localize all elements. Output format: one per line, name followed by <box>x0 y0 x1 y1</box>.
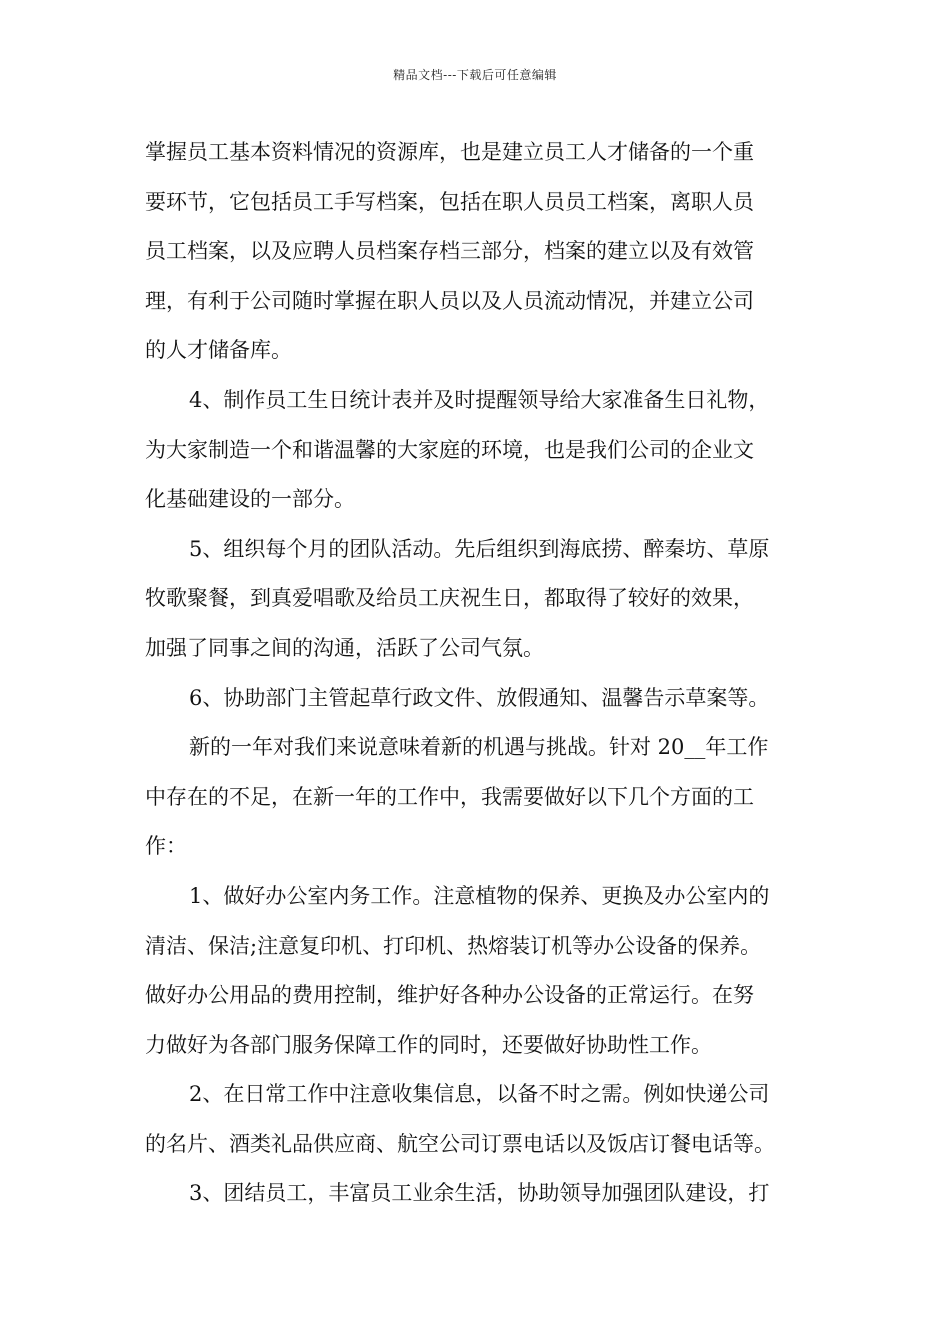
text-line: 的人才储备库。 <box>145 338 292 363</box>
text-line: 作： <box>145 834 187 859</box>
text-line: 6、协助部门主管起草行政文件、放假通知、温馨告示草案等。 <box>189 685 770 710</box>
text-line: 加强了同事之间的沟通，活跃了公司气氛。 <box>145 635 544 660</box>
text-line: 4、制作员工生日统计表并及时提醒领导给大家准备生日礼物， <box>189 387 770 412</box>
text-line: 化基础建设的一部分。 <box>145 487 355 512</box>
text-line: 1、做好办公室内务工作。注意植物的保养、更换及办公室内的 <box>189 883 770 908</box>
text-line: 掌握员工基本资料情况的资源库，也是建立员工人才储备的一个重 <box>145 140 754 164</box>
text-line: 员工档案，以及应聘人员档案存档三部分，档案的建立以及有效管 <box>145 239 754 264</box>
text-line: 2、在日常工作中注意收集信息，以备不时之需。例如快递公司 <box>189 1082 770 1107</box>
text-line: 清洁、保洁;注意复印机、打印机、热熔装订机等办公设备的保养。 <box>145 933 762 958</box>
text-line: 牧歌聚餐，到真爱唱歌及给员工庆祝生日，都取得了较好的效果， <box>145 586 754 611</box>
page-header: 精品文档---下载后可任意编辑 <box>393 68 557 82</box>
text-line: 3、团结员工，丰富员工业余生活，协助领导加强团队建设，打 <box>189 1181 770 1206</box>
document-body <box>145 128 805 1219</box>
text-line: 要环节，它包括员工手写档案，包括在职人员员工档案，离职人员 <box>145 189 754 214</box>
text-line: 为大家制造一个和谐温馨的大家庭的环境，也是我们公司的企业文 <box>145 437 754 462</box>
text-line: 理，有利于公司随时掌握在职人员以及人员流动情况，并建立公司 <box>145 288 754 313</box>
text-line: 5、组织每个月的团队活动。先后组织到海底捞、醉秦坊、草原 <box>189 536 770 561</box>
text-line: 新的一年对我们来说意味着新的机遇与挑战。针对 20__年工作 <box>189 735 769 760</box>
text-line: 力做好为各部门服务保障工作的同时，还要做好协助性工作。 <box>145 1032 712 1057</box>
text-line: 中存在的不足，在新一年的工作中，我需要做好以下几个方面的工 <box>145 784 754 809</box>
text-line: 做好办公用品的费用控制，维护好各种办公设备的正常运行。在努 <box>145 983 754 1008</box>
text-line: 的名片、酒类礼品供应商、航空公司订票电话以及饭店订餐电话等。 <box>145 1131 775 1156</box>
